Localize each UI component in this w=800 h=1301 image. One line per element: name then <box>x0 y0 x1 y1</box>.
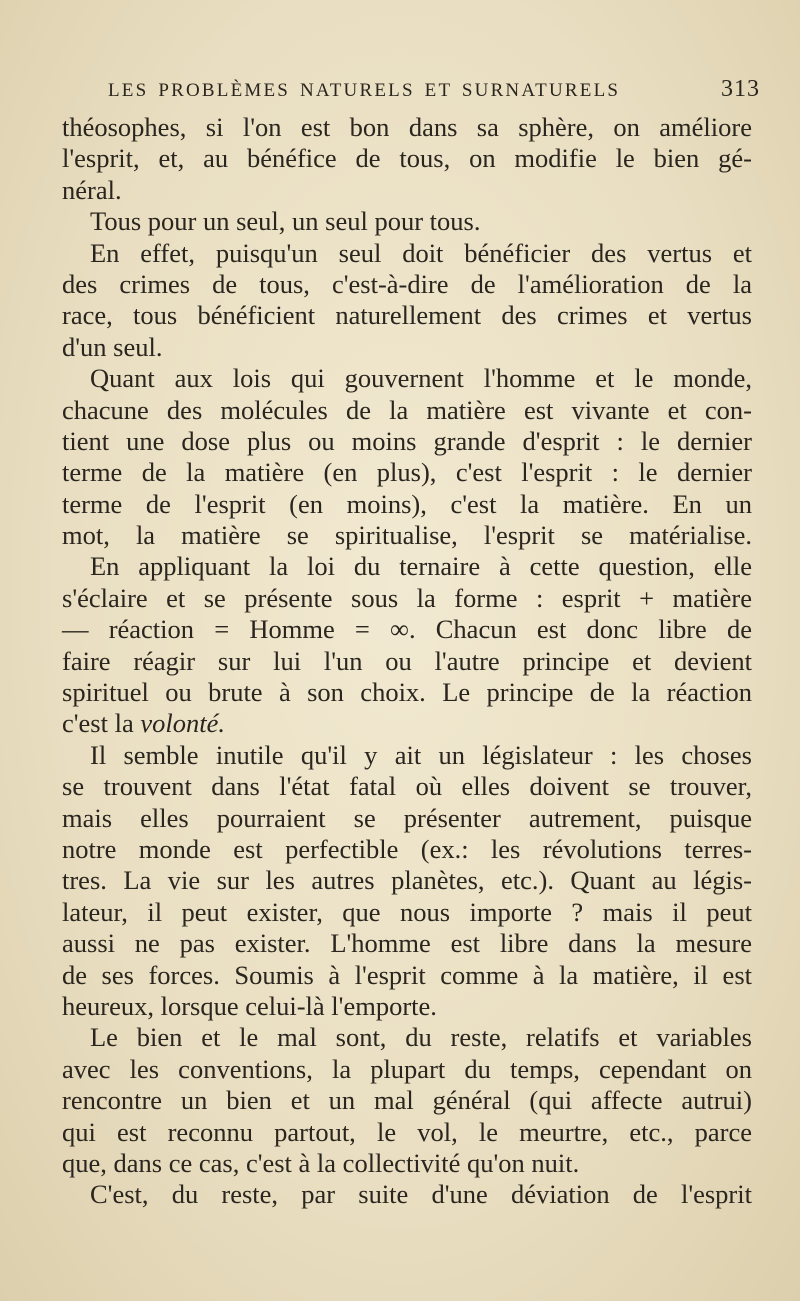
text-line: aussi ne pas exister. L'homme est libre dans la mesure <box>62 928 752 959</box>
text-line: chacune des molécules de la matière est vivante et con- <box>62 394 752 425</box>
text-line: qui est reconnu partout, le vol, le meurtre, etc., parce <box>62 1116 752 1147</box>
text-line: tres. La vie sur les autres planètes, etc.). Quant au légis- <box>62 865 752 896</box>
text-line: de ses forces. Soumis à l'esprit comme à la matière, il est <box>62 959 752 990</box>
page-header <box>108 76 768 108</box>
text-line: terme de l'esprit (en moins), c'est la matière. En un <box>62 488 752 519</box>
paragraph-first-line: Le bien et le mal sont, du reste, relatifs et variables <box>90 1022 752 1053</box>
text-line: heureux, lorsque celui-là l'emporte. <box>62 990 437 1021</box>
text-line: s'éclaire et se présente sous la forme : esprit + matière <box>62 582 752 613</box>
text-line: d'un seul. <box>62 331 163 362</box>
paragraph-first-line: Tous pour un seul, un seul pour tous. <box>90 206 481 237</box>
paragraph-first-line: Il semble inutile qu'il y ait un législateur : les choses <box>90 739 752 770</box>
text-line: l'esprit, et, au bénéfice de tous, on modifie le bien gé- <box>62 143 752 174</box>
text-line: lateur, il peut exister, que nous importe ? mais il peut <box>62 896 752 927</box>
text-line: terme de la matière (en plus), c'est l'esprit : le dernier <box>62 457 752 488</box>
paragraph-first-line: En effet, puisqu'un seul doit bénéficier des vertus et <box>90 237 752 268</box>
text-line: néral. <box>62 174 122 205</box>
text-line: théosophes, si l'on est bon dans sa sphère, on améliore <box>62 112 752 142</box>
text-line: — réaction = Homme = ∞. Chacun est donc libre de <box>62 614 752 645</box>
paragraph-first-line: Quant aux lois qui gouvernent l'homme et le monde, <box>90 363 752 394</box>
paragraph-first-line: C'est, du reste, par suite d'une déviation de l'esprit <box>90 1179 752 1210</box>
text-line: rencontre un bien et un mal général (qui affecte autrui) <box>62 1085 752 1116</box>
text-line: notre monde est perfectible (ex.: les révolutions terres- <box>62 833 752 864</box>
text-line: mais elles pourraient se présenter autrement, puisque <box>62 802 752 833</box>
body-text <box>62 112 752 1211</box>
text-line: avec les conventions, la plupart du temps, cependant on <box>62 1053 752 1084</box>
text-line: tient une dose plus ou moins grande d'esprit : le dernier <box>62 425 752 456</box>
text-line: spirituel ou brute à son choix. Le principe de la réaction <box>62 677 752 708</box>
paragraph-first-line: En appliquant la loi du ternaire à cette question, elle <box>90 551 752 582</box>
text-line: faire réagir sur lui l'un ou l'autre principe et devient <box>62 645 752 676</box>
text-line: des crimes de tous, c'est-à-dire de l'amélioration de la <box>62 268 752 299</box>
running-head: LES PROBLÈMES NATURELS ET SURNATURELS <box>108 80 621 101</box>
text-line: race, tous bénéficient naturellement des crimes et vertus <box>62 300 752 331</box>
text-line: mot, la matière se spiritualise, l'esprit se matérialise. <box>62 520 752 551</box>
text-line: se trouvent dans l'état fatal où elles doivent se trouver, <box>62 771 752 802</box>
text-line-with-emphasis <box>62 708 752 739</box>
text-line: que, dans ce cas, c'est à la collectivité qu'on nuit. <box>62 1147 580 1178</box>
text-line-start: c'est la <box>62 708 134 739</box>
emphasized-word: volonté. <box>140 708 225 739</box>
page-number: 313 <box>721 76 760 102</box>
